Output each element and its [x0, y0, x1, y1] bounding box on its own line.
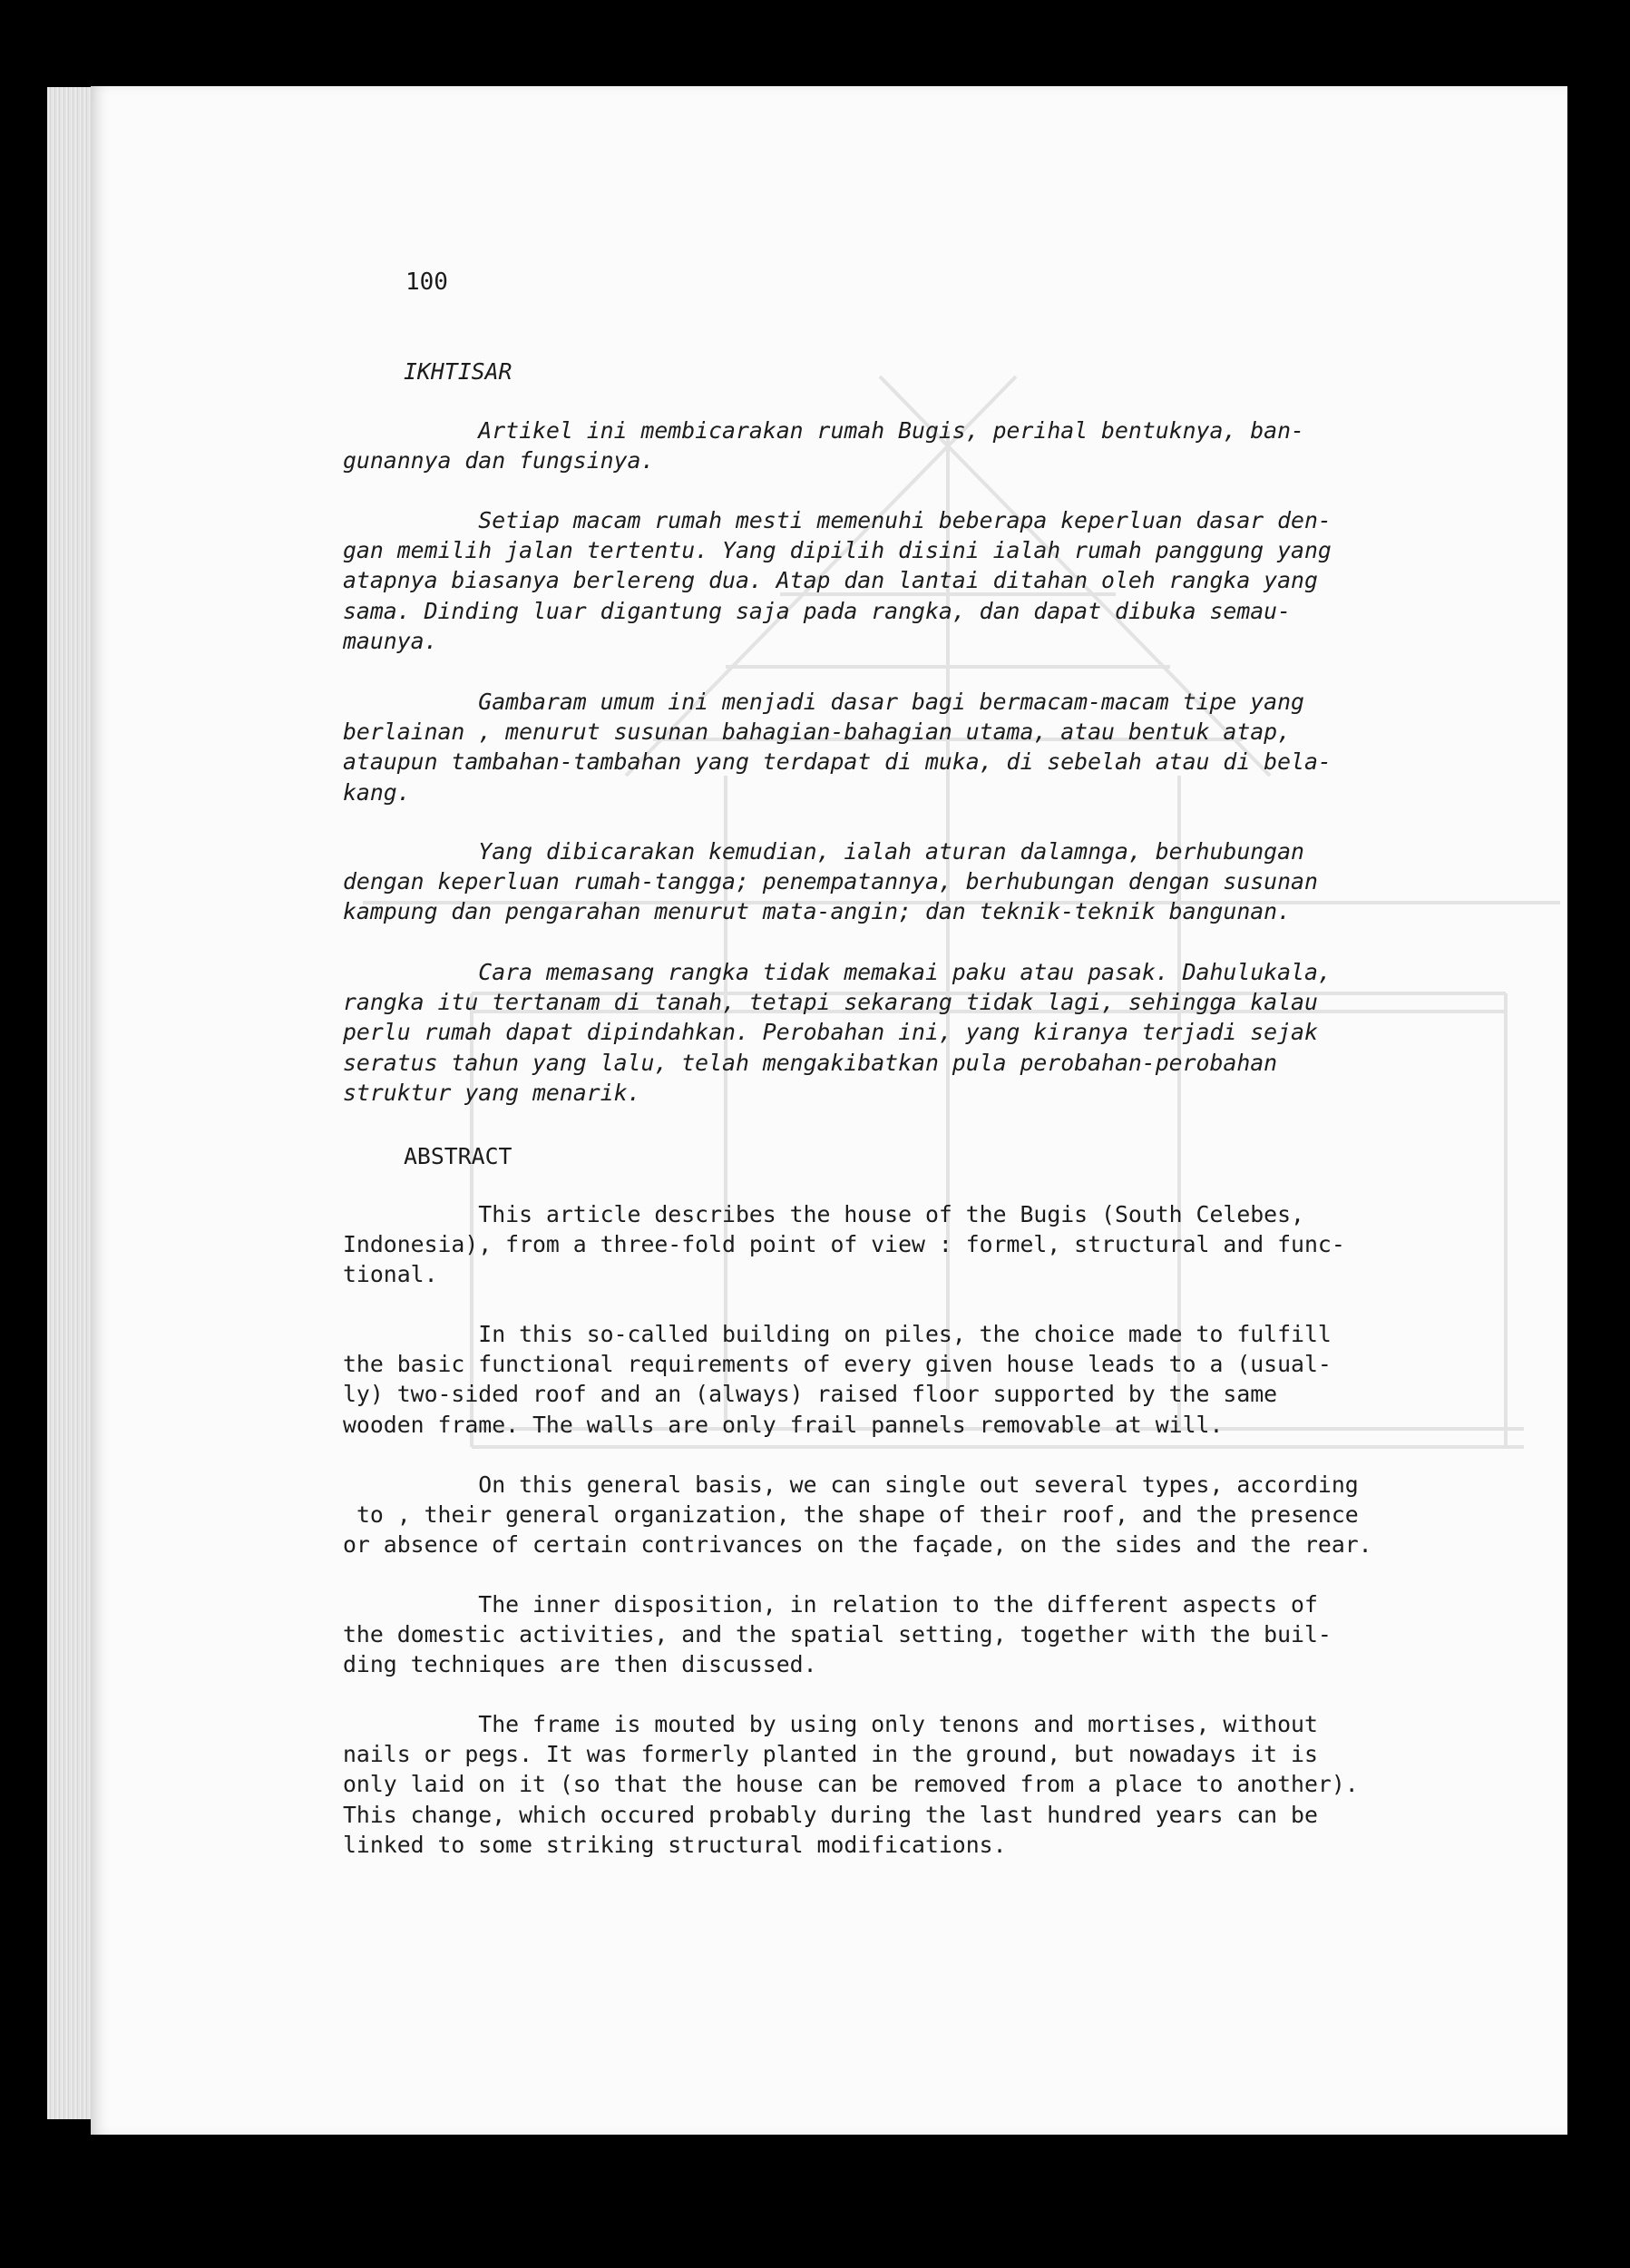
- ikhtisar-paragraph: Yang dibicarakan kemudian, ialah aturan dalamnga, berhubungan dengan keperluan rumah-tangga; penempatannya, berhubungan dengan susunan kampung dan pengarahan menurut mata-angin; dan teknik-teknik bangunan.: [343, 838, 1318, 925]
- ikhtisar-paragraph: Gambaram umum ini menjadi dasar bagi bermacam-macam tipe yang berlainan , menurut susunan bahagian-bahagian utama, atau bentuk atap, ataupun tambahan-tambahan yang terdapat di muka, di sebelah atau di bela- kang.: [343, 689, 1332, 806]
- abstract-paragraph: In this so-called building on piles, the choice made to fulfill the basic functional requirements of every given house leads to a (usual- ly) two-sided roof and an (always) raised floor supported by the same wooden frame. The walls are only frail pannels removable at will.: [343, 1321, 1332, 1438]
- abstract-paragraph: This article describes the house of the Bugis (South Celebes, Indonesia), from a three-fold point of view : formel, structural and func- tional.: [343, 1201, 1345, 1288]
- abstract-paragraph: The inner disposition, in relation to the different aspects of the domestic activities, and the spatial setting, together with the buil- ding techniques are then discussed.: [343, 1591, 1332, 1678]
- ikhtisar-paragraph: Cara memasang rangka tidak memakai paku atau pasak. Dahulukala, rangka itu tertanam di tanah, tetapi sekarang tidak lagi, sehingga kalau perlu rumah dapat dipindahkan. Perobahan ini, yang kiranya terjadi sejak seratus tahun yang lalu, telah mengakibatkan pula perobahan-perobahan struktur yang menarik.: [343, 959, 1332, 1106]
- abstract-paragraph: On this general basis, we can single out several types, according to , their general organization, the shape of their roof, and the presence or absence of certain contrivances on the façade, on the sides and the rear.: [343, 1471, 1372, 1559]
- abstract-heading: ABSTRACT: [404, 1143, 512, 1169]
- abstract-paragraph: The frame is mouted by using only tenons and mortises, without nails or pegs. It was formerly planted in the ground, but nowadays it is only laid on it (so that the house can be removed from a place to another). This change, which occured probably during the last hundred years can be linked to some striking structural modifications.: [343, 1711, 1359, 1858]
- ikhtisar-heading: IKHTISAR: [404, 358, 512, 385]
- page-number: 100: [405, 269, 448, 296]
- ikhtisar-paragraph: Setiap macam rumah mesti memenuhi beberapa keperluan dasar den- gan memilih jalan tertentu. Yang dipilih disini ialah rumah panggung yang atapnya biasanya berlereng dua. Atap dan lantai ditahan oleh rangka yang sama. Dinding luar digantung saja pada rangka, dan dapat dibuka semau- maunya.: [343, 507, 1332, 654]
- ikhtisar-paragraph: Artikel ini membicarakan rumah Bugis, perihal bentuknya, ban- gunannya dan fungsinya.: [343, 417, 1304, 474]
